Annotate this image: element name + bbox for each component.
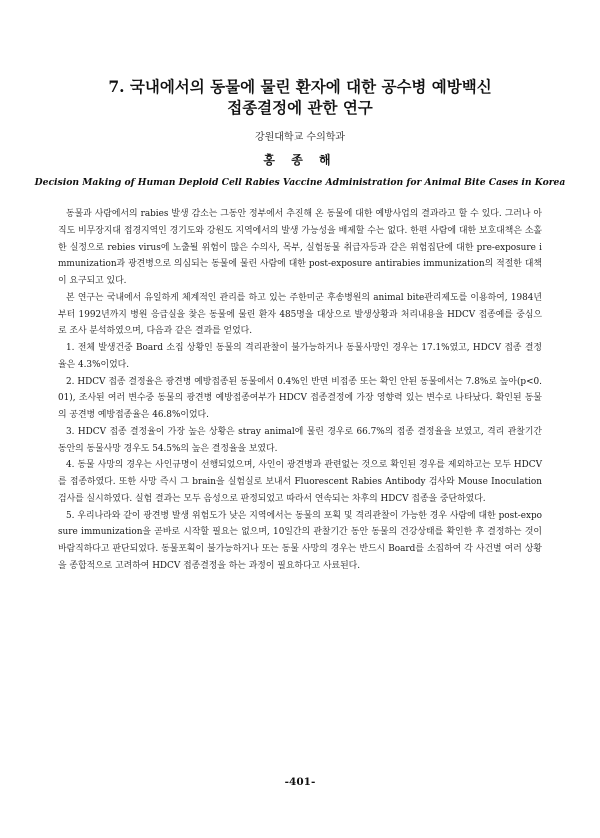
result-item-1: 1. 전체 발생건중 Board 소집 상황인 동물의 격리관찰이 불가능하거나 동물사망인 경우는 17.1%였고, HDCV 접종 결정율은 4.3%이었다.: [58, 343, 542, 370]
article-body: [58, 206, 542, 575]
body-paragraph-method: 본 연구는 국내에서 유일하게 체계적인 관리를 하고 있는 주한미군 후송병원의 animal bite관리제도를 이용하여, 1984년부터 1992년까지 병원 응급실을 찾은 동물에 물린 환자 485명을 대상으로 발생상황과 처리내용을 HDCV 접종예를 중심으로 조사 분석하였으며, 다음과 같은 결과를 얻었다.: [58, 292, 542, 337]
author-affiliation: 강원대학교 수의학과: [254, 132, 346, 143]
body-paragraph-intro: 동물과 사람에서의 rabies 발생 감소는 그동안 정부에서 추진해 온 동물에 대한 예방사업의 결과라고 할 수 있다. 그러나 아직도 비무장지대 접경지역인 경기도와 강원도 지역에서의 발생 가능성을 배제할 수는 없다. 한편 사람에 대한 보호대책은 소홀한 실정으로 rebies virus에 노출될 위험이 많은 수의사, 목부, 실험동물 취급자등과 같은 위험집단에 대한 pre-exposure immunization과 광견병으로 의심되는 동물에 물린 사람에 대한 post-exposure antirabies immunization의 적절한 대책이 요구되고 있다.: [58, 209, 542, 286]
author-name: 홍 종 해: [263, 153, 337, 167]
article-title-line-1: 7. 국내에서의 동물에 물린 환자에 대한 공수병 예방백신: [108, 77, 492, 96]
english-title: Decision Making of Human Deploid Cell Rabies Vaccine Administration for Animal Bite Cases in Korea: [34, 177, 566, 188]
article-title: [40, 76, 560, 118]
result-item-5: 5. 우리나라와 같이 광견병 발생 위험도가 낮은 지역에서는 동물의 포획 및 격리관찰이 가능한 경우 사람에 대한 post-exposure immunization을 곧바로 시작할 필요는 없으며, 10일간의 관찰기간 동안 동물의 건강상태를 확인한 후 결정하는 것이 바람직하다고 판단되었다. 동물포획이 불가능하거나 또는 동물 사망의 경우는 반드시 Board를 소집하여 각 사건별 여러 상황을 종합적으로 고려하여 HDCV 접종결정을 하는 과정이 필요하다고 사료된다.: [58, 510, 542, 571]
page-number: -401-: [284, 776, 316, 788]
result-item-4: 4. 동물 사망의 경우는 사인규명이 선행되었으며, 사인이 광견병과 관련없는 것으로 확인된 경우를 제외하고는 모두 HDCV를 접종하였다. 또한 사망 즉시 그 brain을 실험실로 보내서 Fluorescent Rabies Antibody 검사와 Mouse Inoculation 검사를 실시하였다. 실험 결과는 모두 음성으로 판정되었고 따라서 연속되는 차후의 HDCV 접종을 중단하였다.: [58, 460, 542, 504]
article-title-line-2: 접종결정에 관한 연구: [227, 98, 373, 117]
result-item-2: 2. HDCV 접종 결정율은 광견병 예방접종된 동물에서 0.4%인 반면 비접종 또는 확인 안된 동물에서는 7.8%로 높아(p<0.01), 조사된 여러 변수중 동물의 광견병 예방접종여부가 HDCV 접종결정에 가장 영향력 있는 변수로 나타났다. 확인된 동물의 공견병 예방접종율은 46.8%이었다.: [58, 376, 542, 420]
result-item-3: 3. HDCV 접종 결정율이 가장 높은 상황은 stray animal에 물린 경우로 66.7%의 접종 결정율을 보였고, 격리 관찰기간 동안의 동물사망 경우도 54.5%의 높은 결정율을 보였다.: [58, 426, 542, 454]
